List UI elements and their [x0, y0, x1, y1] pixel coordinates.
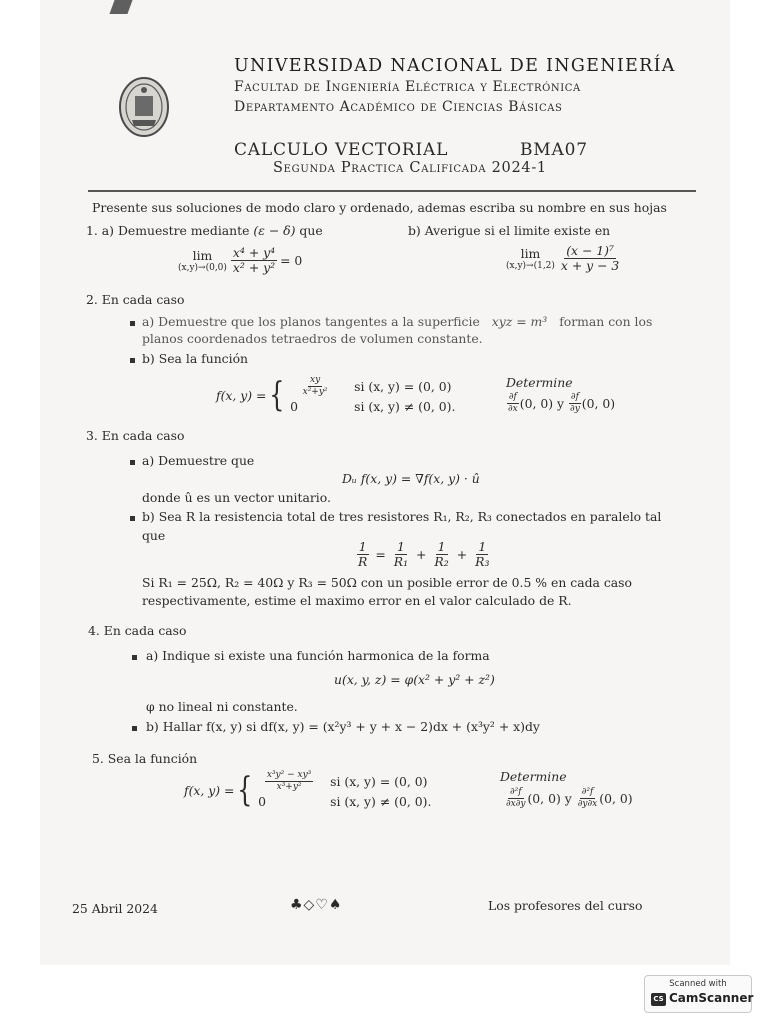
- determine-label: Determine: [500, 769, 567, 784]
- partial-point: (0, 0): [581, 396, 616, 412]
- case-condition: si (x, y) ≠ (0, 0).: [354, 399, 456, 415]
- fraction-denominator: R₂: [434, 553, 449, 569]
- bullet: [130, 516, 135, 521]
- harmonic-function-form: u(x, y, z) = φ(x² + y² + z²): [334, 672, 495, 687]
- camscanner-watermark: [644, 975, 752, 1013]
- instructions: Presente sus soluciones de modo claro y ordenado, ademas escriba su nombre en sus hojas: [92, 200, 667, 215]
- signature-line: Los profesores del curso: [488, 898, 643, 913]
- problem-1-b: b) Averigue si el limite existe en: [408, 223, 611, 238]
- function-lhs: f(x, y) =: [184, 782, 235, 798]
- case-condition: si (x, y) ≠ (0, 0).: [330, 794, 432, 810]
- camscanner-logo-icon: CS: [651, 993, 666, 1006]
- partial-point: (0, 0): [527, 791, 561, 807]
- course-code: BMA07: [520, 140, 588, 160]
- case-denominator: x²+y²: [302, 386, 328, 397]
- department-name: Departamento Académico de Ciencias Básicas: [234, 99, 563, 115]
- problem-4-a: a) Indique si existe una función harmonica de la forma: [146, 648, 490, 663]
- fraction-denominator: R₃: [475, 553, 490, 569]
- partial-point: (0, 0): [519, 396, 554, 412]
- fraction-denominator: x² + y²: [232, 259, 276, 275]
- brace-icon: {: [269, 375, 285, 416]
- surface-equation: xyz = m³: [491, 314, 548, 329]
- problem-1-a-que: que: [299, 223, 323, 238]
- bullet: [132, 655, 137, 660]
- exam-title: Segunda Practica Calificada 2024-1: [273, 160, 547, 176]
- resistance-formula: [356, 540, 491, 569]
- piecewise-function-5: [184, 771, 431, 809]
- case-numerator: xy: [310, 375, 321, 385]
- fraction-numerator: x⁴ + y⁴: [232, 245, 276, 260]
- problem-1-a: [86, 223, 323, 238]
- problem-3-b-line2: que: [142, 528, 166, 543]
- problem-title: En cada caso: [103, 623, 187, 638]
- plus-sign: +: [416, 546, 427, 562]
- bullet: [130, 460, 135, 465]
- partial-num: ∂f: [508, 392, 517, 402]
- university-name: UNIVERSIDAD NACIONAL DE INGENIERÍA: [234, 56, 676, 76]
- problem-3-b-line4: respectivamente, estime el maximo error en el valor calculado de R.: [142, 593, 572, 608]
- partial-den: ∂y∂x: [577, 798, 598, 809]
- case-value: 0: [290, 399, 298, 415]
- problem-4-b: b) Hallar f(x, y) si df(x, y) = (x²y³ + y + x − 2)dx + (x³y² + x)dy: [146, 719, 540, 734]
- university-seal-icon: [118, 76, 170, 138]
- partials-2: [506, 393, 615, 414]
- faculty-name: Facultad de Ingeniería Eléctrica y Electrónica: [234, 79, 581, 95]
- fraction-denominator: x + y − 3: [560, 257, 620, 273]
- bullet: [130, 358, 135, 363]
- plus-sign: +: [456, 546, 468, 562]
- problem-title: En cada caso: [101, 292, 185, 307]
- problem-number: 1.: [86, 223, 98, 238]
- problem-number: 4.: [88, 623, 100, 638]
- function-lhs: f(x, y) =: [216, 387, 267, 403]
- problem-1-a-text: a) Demuestre mediante: [101, 223, 250, 238]
- course-title: CALCULO VECTORIAL: [234, 140, 449, 160]
- bullet: [132, 726, 137, 731]
- case-condition: si (x, y) = (0, 0): [354, 379, 452, 395]
- header-divider: [88, 190, 696, 192]
- partials-5: [504, 788, 633, 809]
- piecewise-function-2: [216, 376, 455, 414]
- partial-den: ∂x: [508, 403, 518, 414]
- lim-label: lim: [520, 245, 541, 261]
- bullet: [130, 321, 135, 326]
- epsilon-delta: (ε − δ): [253, 223, 296, 238]
- limit-1: [178, 246, 302, 275]
- partial-num: ∂²f: [509, 787, 522, 797]
- problem-2-b: b) Sea la función: [142, 351, 249, 366]
- fraction-denominator: R₁: [393, 553, 409, 569]
- directional-derivative-formula: Dᵤ f(x, y) = ∇f(x, y) · û: [342, 471, 480, 486]
- problem-number: 5.: [92, 751, 104, 766]
- lim-subscript: (x,y)→(1,2): [506, 260, 555, 271]
- problem-title: En cada caso: [101, 428, 185, 443]
- problem-3-a: a) Demuestre que: [142, 453, 255, 468]
- problem-2-a-text: a) Demuestre que los planos tangentes a la superficie: [142, 314, 480, 329]
- case-denominator: x³+y²: [276, 781, 302, 792]
- problem-number: 3.: [86, 428, 98, 443]
- fraction-numerator: 1: [478, 539, 487, 554]
- conjunction: y: [564, 791, 572, 807]
- lim-label: lim: [192, 247, 213, 263]
- scanned-with-text: Scanned with: [669, 979, 727, 989]
- partial-den: ∂y: [570, 403, 580, 414]
- camscanner-name: CamScanner: [669, 991, 754, 1005]
- partial-den: ∂x∂y: [506, 798, 526, 809]
- problem-4-heading: [88, 623, 186, 638]
- problem-2-heading: [86, 292, 184, 307]
- problem-title: Sea la función: [107, 751, 198, 766]
- problem-2-a-line1: [142, 314, 652, 329]
- determine-label: Determine: [506, 375, 573, 390]
- partial-num: ∂²f: [581, 787, 594, 797]
- problem-4-a-note: φ no lineal ni constante.: [146, 699, 298, 714]
- problem-3-heading: [86, 428, 184, 443]
- problem-2-a-text-end: forman con los: [559, 314, 653, 329]
- fraction-numerator: 1: [437, 539, 446, 554]
- case-condition: si (x, y) = (0, 0): [330, 774, 428, 790]
- case-numerator: x³y² − xy³: [266, 770, 312, 780]
- problem-2-a-line2: planos coordenados tetraedros de volumen constante.: [142, 331, 483, 346]
- problem-3-b-line3: Si R₁ = 25Ω, R₂ = 40Ω y R₃ = 50Ω con un posible error de 0.5 % en cada caso: [142, 575, 633, 590]
- limit-value: = 0: [280, 252, 303, 268]
- partial-num: ∂f: [570, 392, 579, 402]
- problem-number: 2.: [86, 292, 98, 307]
- fraction-denominator: R: [358, 553, 368, 569]
- fraction-numerator: 1: [396, 539, 405, 554]
- conjunction: y: [557, 396, 565, 412]
- limit-2: [506, 244, 621, 273]
- fraction-numerator: (x − 1)⁷: [566, 243, 614, 258]
- brace-icon: {: [237, 770, 253, 811]
- exam-date: 25 Abril 2024: [72, 901, 158, 916]
- problem-3-b-line1: b) Sea R la resistencia total de tres resistores R₁, R₂, R₃ conectados en paralelo tal: [142, 509, 662, 524]
- problem-5-heading: [92, 751, 197, 766]
- partial-point: (0, 0): [599, 791, 633, 807]
- equals-sign: =: [375, 546, 386, 562]
- case-value: 0: [258, 794, 266, 810]
- lim-subscript: (x,y)→(0,0): [178, 262, 227, 273]
- fraction-numerator: 1: [358, 539, 367, 554]
- problem-3-a-note: donde û es un vector unitario.: [142, 490, 331, 505]
- card-suits-icon: ♣◇♡♠: [290, 897, 343, 913]
